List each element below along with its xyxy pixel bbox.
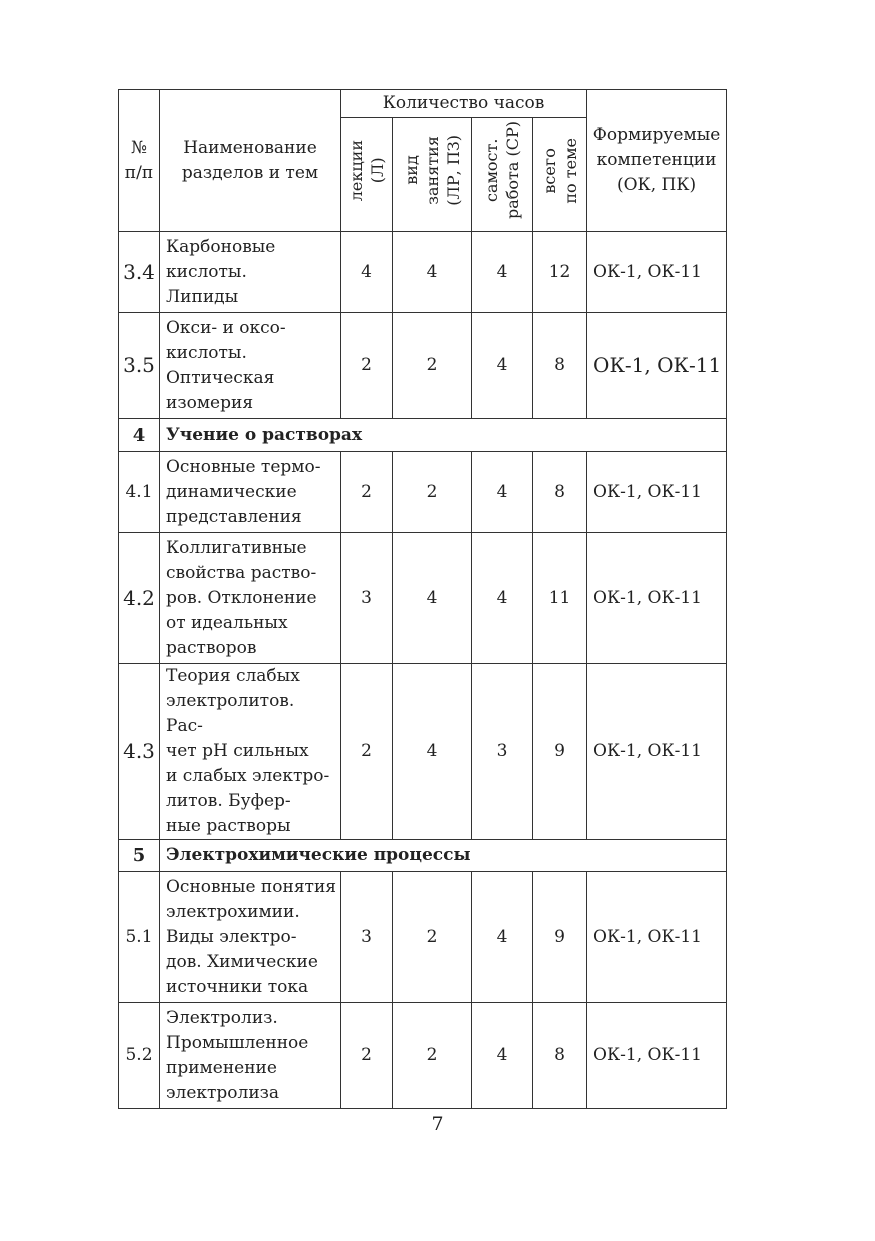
row-total: 8 <box>533 1003 587 1109</box>
row-lab: 2 <box>393 313 472 419</box>
section-title: Учение о растворах <box>160 419 727 452</box>
row-total: 9 <box>533 872 587 1003</box>
row-total: 8 <box>533 452 587 533</box>
table-row <box>119 452 727 533</box>
row-lectures: 2 <box>341 664 393 840</box>
header-lectures: лекции (Л) <box>346 139 387 202</box>
row-selfwork: 3 <box>472 664 533 840</box>
row-lectures: 2 <box>341 313 393 419</box>
row-total: 11 <box>533 533 587 664</box>
row-lab: 2 <box>393 1003 472 1109</box>
row-selfwork: 4 <box>472 872 533 1003</box>
row-lectures: 3 <box>341 533 393 664</box>
row-num: 4.1 <box>119 452 160 533</box>
row-name: Электролиз. Промышленное применение электролиза <box>160 1003 341 1109</box>
row-name: Теория слабых электролитов. Рас- чет pH сильных и слабых электро- литов. Буфер- ные растворы <box>160 664 341 840</box>
section-row <box>119 840 727 872</box>
row-competencies: ОК-1, ОК-11 <box>587 313 727 419</box>
row-num: 4.3 <box>119 664 160 840</box>
row-lectures: 4 <box>341 232 393 313</box>
row-lab: 4 <box>393 533 472 664</box>
row-lectures: 2 <box>341 452 393 533</box>
row-lab: 2 <box>393 872 472 1003</box>
header-name: Наименование разделов и тем <box>160 90 341 232</box>
row-selfwork: 4 <box>472 533 533 664</box>
table-row <box>119 1003 727 1109</box>
row-competencies: ОК-1, ОК-11 <box>587 232 727 313</box>
header-num: № п/п <box>119 90 160 232</box>
row-num: 5.2 <box>119 1003 160 1109</box>
row-name: Окси- и оксо- кислоты. Оптическая изомерия <box>160 313 341 419</box>
table-row <box>119 872 727 1003</box>
row-total: 12 <box>533 232 587 313</box>
table-row <box>119 313 727 419</box>
table-row <box>119 664 727 840</box>
row-lectures: 3 <box>341 872 393 1003</box>
row-num: 3.4 <box>119 232 160 313</box>
header-total: всего по теме <box>539 137 580 204</box>
header-lab: вид занятия (ЛР, ПЗ) <box>401 135 463 206</box>
row-name: Карбоновые кислоты. Липиды <box>160 232 341 313</box>
row-selfwork: 4 <box>472 313 533 419</box>
row-total: 9 <box>533 664 587 840</box>
row-competencies: ОК-1, ОК-11 <box>587 1003 727 1109</box>
row-competencies: ОК-1, ОК-11 <box>587 872 727 1003</box>
section-row <box>119 419 727 452</box>
row-name: Коллигативные свойства раство- ров. Отклонение от идеальных растворов <box>160 533 341 664</box>
section-num: 4 <box>119 419 160 452</box>
row-lab: 4 <box>393 232 472 313</box>
row-competencies: ОК-1, ОК-11 <box>587 533 727 664</box>
table-row <box>119 533 727 664</box>
row-total: 8 <box>533 313 587 419</box>
row-num: 3.5 <box>119 313 160 419</box>
section-num: 5 <box>119 840 160 872</box>
row-lab: 2 <box>393 452 472 533</box>
row-num: 4.2 <box>119 533 160 664</box>
section-title: Электрохимические процессы <box>160 840 727 872</box>
header-competencies: Формируемые компетенции (ОК, ПК) <box>587 90 727 232</box>
row-name: Основные термо- динамические представления <box>160 452 341 533</box>
row-selfwork: 4 <box>472 1003 533 1109</box>
row-lectures: 2 <box>341 1003 393 1109</box>
row-num: 5.1 <box>119 872 160 1003</box>
row-selfwork: 4 <box>472 232 533 313</box>
row-selfwork: 4 <box>472 452 533 533</box>
row-name: Основные понятия электрохимии. Виды электро- дов. Химические источники тока <box>160 872 341 1003</box>
row-competencies: ОК-1, ОК-11 <box>587 664 727 840</box>
table-row <box>119 232 727 313</box>
header-selfwork: самост. работа (СР) <box>482 121 522 220</box>
row-lab: 4 <box>393 664 472 840</box>
page-number: 7 <box>431 1113 444 1135</box>
curriculum-table <box>118 89 727 1109</box>
row-competencies: ОК-1, ОК-11 <box>587 452 727 533</box>
header-hours-group: Количество часов <box>341 90 587 118</box>
